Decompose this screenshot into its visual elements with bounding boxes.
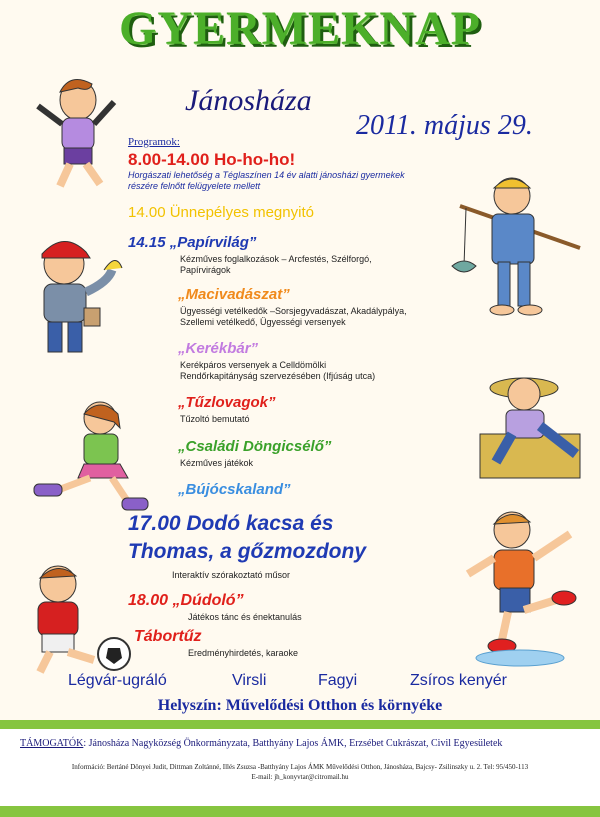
event-desc-line: Szellemi vetélkedő, Ügyességi versenyek — [180, 317, 346, 327]
event-title: „Kerékbár” — [178, 340, 259, 357]
soccer-kid-illustration — [6, 556, 136, 676]
event-title: „Tűzlovagok” — [178, 394, 276, 411]
event-desc-line: részére felnőtt felügyelete mellett — [128, 181, 261, 191]
event-desc-line: Eredményhirdetés, karaoke — [188, 648, 299, 658]
event-title-line1: 17.00 Dodó kacsa és — [128, 512, 334, 535]
contact-info — [0, 762, 600, 782]
event-date: 2011. május 29. — [356, 110, 533, 141]
sponsors — [20, 738, 590, 749]
event-desc-line: Horgászati lehetőség a Téglaszínen 14 év alatti jánosházi gyermekek — [128, 170, 405, 180]
town-name: Jánosháza — [185, 84, 312, 117]
hay-bale-kid-illustration — [462, 362, 592, 482]
event-desc — [188, 648, 298, 659]
event-desc-line: Kerékpáros versenyek a Celldömölki — [180, 360, 327, 370]
event-desc-line: Ügyességi vetélkedők –Sorsjegyvadászat, Akadálypálya, — [180, 306, 407, 316]
sponsors-label: TÁMOGATÓK — [20, 738, 84, 749]
poster-title: GYERMEKNAP — [119, 2, 481, 55]
extra-item: Fagyi — [318, 672, 358, 689]
event-desc — [172, 570, 290, 581]
skating-girl-illustration — [28, 394, 158, 514]
venue: Helyszín: Művelődési Otthon és környéke — [157, 697, 443, 714]
event-desc-line: Rendőrkapitányság szervezésében (Ifjúság utca) — [180, 371, 376, 381]
extra-item: Légvár-ugráló — [68, 672, 167, 689]
event-desc — [180, 306, 407, 328]
extra-item: Virsli — [232, 672, 267, 689]
event-desc — [128, 170, 405, 192]
contact-email: E-mail: jh_konyvtar@citromail.hu — [251, 773, 349, 781]
event-desc-line: Játékos tánc és énektanulás — [188, 612, 302, 622]
event-desc-line: Kézműves játékok — [180, 458, 254, 468]
event-desc-line: Interaktív szórakoztató műsor — [172, 570, 291, 580]
splashing-kid-illustration — [460, 500, 590, 670]
program-label: Programok: — [128, 136, 180, 148]
divider-band-bottom — [0, 806, 600, 817]
event-desc — [180, 458, 253, 469]
event-title: 14.00 Ünnepélyes megnyitó — [128, 204, 314, 221]
jumping-kid-illustration — [30, 62, 120, 192]
event-desc-line: Kézműves foglalkozások – Arcfestés, Szélforgó, — [180, 254, 372, 264]
event-desc — [188, 612, 302, 623]
event-desc — [180, 360, 375, 382]
event-desc — [180, 254, 372, 276]
event-title: 14.15 „Papírvilág” — [128, 234, 257, 251]
event-title: Tábortűz — [134, 628, 202, 645]
event-desc-line: Papírvirágok — [180, 265, 231, 275]
event-title: 8.00-14.00 Ho-ho-ho! — [128, 150, 296, 169]
event-title: „Bújócskaland” — [178, 481, 291, 498]
event-title: „Családi Döngicsélő” — [178, 438, 332, 455]
sponsors-text: : Jánosháza Nagyközség Önkormányzata, Batthyány Lajos ÁMK, Erzsébet Cukrászat, Civil Egyesületek — [83, 738, 503, 749]
contact-line: Információ: Bertáné Dönyei Judit, Dittman Zoltánné, Illés Zsuzsa -Batthyány Lajos ÁMK Művelődési Otthon, Jánosháza, Bajcsy- Zsilinszky u. 2. Tel: 95/450-113 — [71, 763, 529, 771]
event-title: „Macivadászat” — [178, 286, 290, 303]
fishing-kid-illustration — [440, 166, 590, 326]
banana-kid-illustration — [8, 222, 128, 362]
event-title-line2: Thomas, a gőzmozdony — [128, 540, 367, 563]
event-desc-line: Tűzoltó bemutató — [180, 414, 250, 424]
event-desc — [180, 414, 250, 425]
event-title: 18.00 „Dúdoló” — [128, 592, 244, 609]
extra-item: Zsíros kenyér — [410, 672, 507, 689]
